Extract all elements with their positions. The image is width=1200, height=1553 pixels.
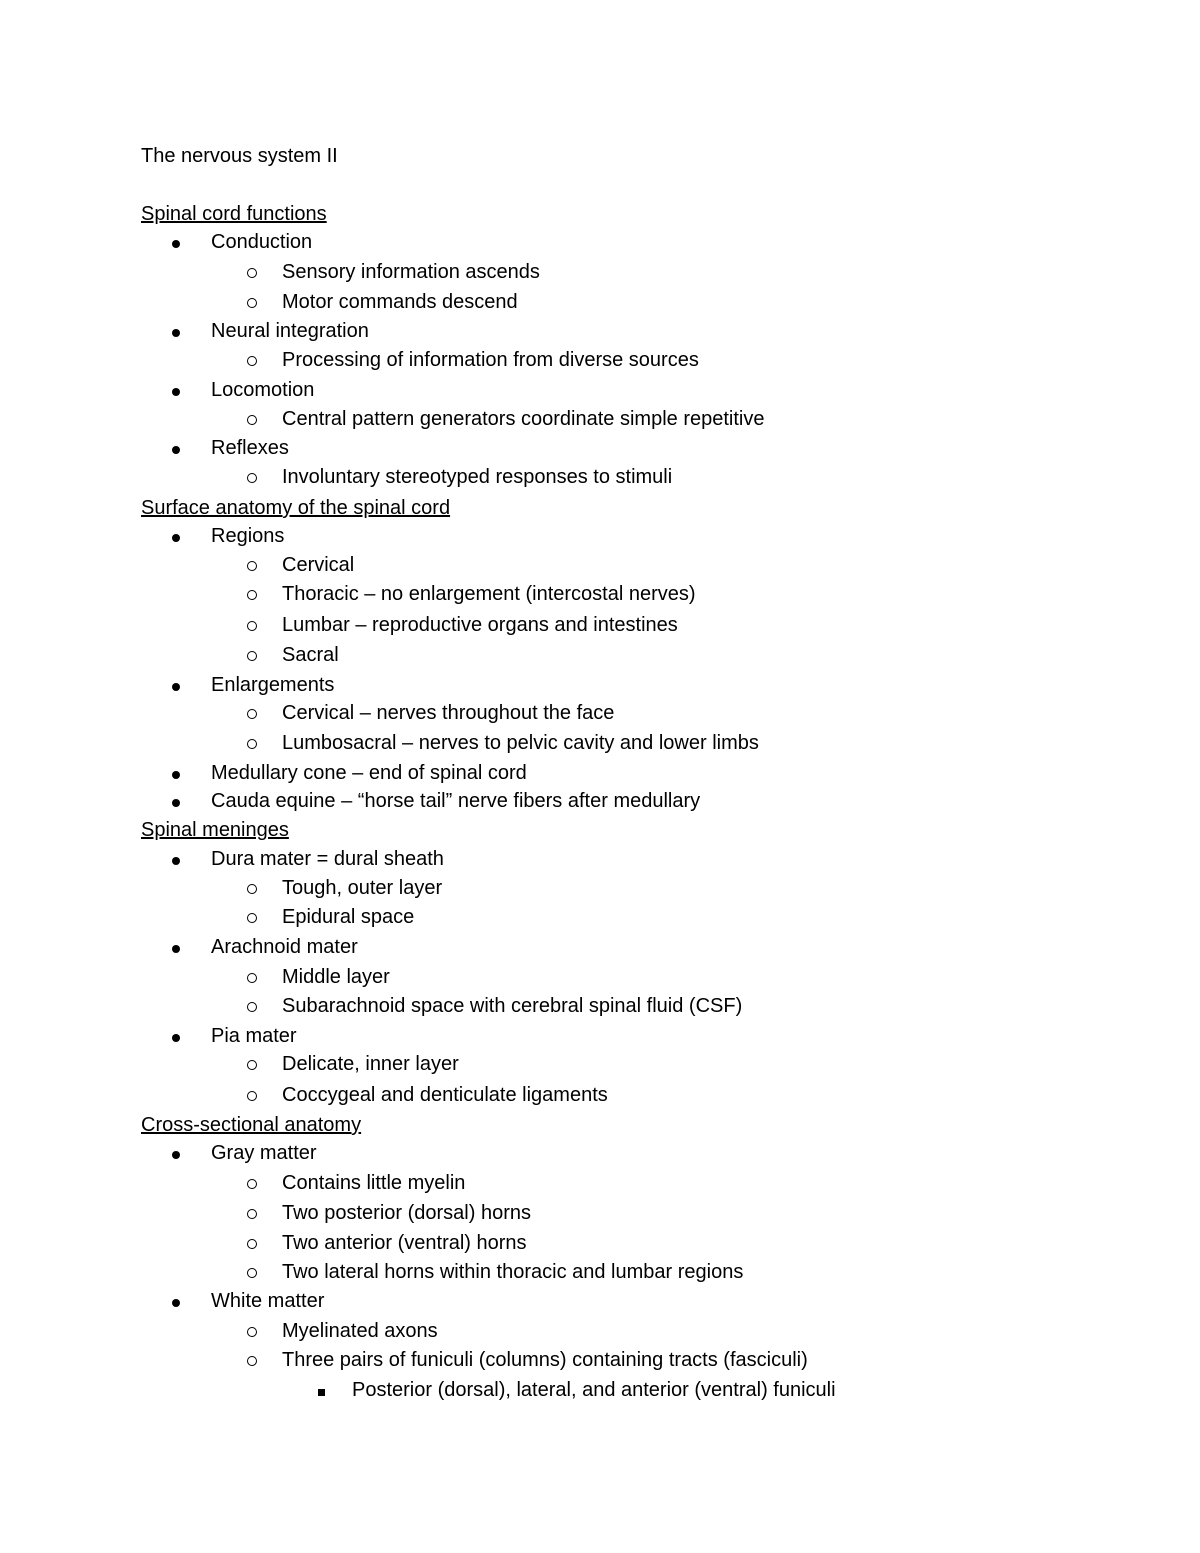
circle-bullet-icon: [247, 701, 257, 725]
list-item-text: Middle layer: [282, 966, 390, 988]
list-item-text: Involuntary stereotyped responses to stimuli: [282, 466, 673, 488]
bullet-icon: [172, 319, 180, 343]
section-heading: Surface anatomy of the spinal cord: [141, 497, 451, 519]
list-item-text: Subarachnoid space with cerebral spinal fluid (CSF): [282, 995, 743, 1017]
circle-bullet-icon: [247, 876, 257, 900]
circle-bullet-icon: [247, 348, 257, 372]
list-item-text: Gray matter: [211, 1142, 317, 1164]
circle-bullet-icon: [247, 1201, 257, 1225]
list-item-text: Reflexes: [211, 437, 289, 459]
list-item-text: Sensory information ascends: [282, 261, 540, 283]
list-item-text: Tough, outer layer: [282, 877, 443, 899]
circle-bullet-icon: [247, 613, 257, 637]
list-item-text: Pia mater: [211, 1025, 297, 1047]
list-item-text: Locomotion: [211, 379, 315, 401]
circle-bullet-icon: [247, 407, 257, 431]
square-bullet-icon: [318, 1378, 325, 1402]
list-item-text: Three pairs of funiculi (columns) containing tracts (fasciculi): [282, 1349, 808, 1371]
list-item-text: Lumbosacral – nerves to pelvic cavity and lower limbs: [282, 732, 759, 754]
list-item-text: Delicate, inner layer: [282, 1053, 459, 1075]
list-item-text: Neural integration: [211, 320, 369, 342]
bullet-icon: [172, 524, 180, 548]
circle-bullet-icon: [247, 1083, 257, 1107]
list-item-text: Two posterior (dorsal) horns: [282, 1202, 531, 1224]
circle-bullet-icon: [247, 290, 257, 314]
list-item-text: Lumbar – reproductive organs and intestines: [282, 614, 678, 636]
list-item-text: Myelinated axons: [282, 1320, 438, 1342]
bullet-icon: [172, 1141, 180, 1165]
list-item-text: Contains little myelin: [282, 1172, 466, 1194]
list-item-text: Medullary cone – end of spinal cord: [211, 762, 527, 784]
bullet-icon: [172, 1024, 180, 1048]
list-item-text: Dura mater = dural sheath: [211, 848, 444, 870]
bullet-icon: [172, 436, 180, 460]
list-item-text: Cauda equine – “horse tail” nerve fibers after medullary: [211, 790, 701, 812]
list-item-text: Motor commands descend: [282, 291, 518, 313]
circle-bullet-icon: [247, 1348, 257, 1372]
list-item-text: Thoracic – no enlargement (intercostal nerves): [282, 583, 696, 605]
list-item-text: Posterior (dorsal), lateral, and anterior (ventral) funiculi: [352, 1379, 836, 1401]
bullet-icon: [172, 378, 180, 402]
circle-bullet-icon: [247, 994, 257, 1018]
bullet-icon: [172, 1289, 180, 1313]
circle-bullet-icon: [247, 1171, 257, 1195]
list-item-text: Processing of information from diverse sources: [282, 349, 699, 371]
list-item-text: Enlargements: [211, 674, 335, 696]
bullet-icon: [172, 847, 180, 871]
circle-bullet-icon: [247, 643, 257, 667]
bullet-icon: [172, 673, 180, 697]
bullet-icon: [172, 761, 180, 785]
circle-bullet-icon: [247, 582, 257, 606]
circle-bullet-icon: [247, 731, 257, 755]
list-item-text: Epidural space: [282, 906, 415, 928]
circle-bullet-icon: [247, 260, 257, 284]
list-item-text: Two lateral horns within thoracic and lumbar regions: [282, 1261, 744, 1283]
circle-bullet-icon: [247, 1052, 257, 1076]
list-item-text: Regions: [211, 525, 285, 547]
list-item-text: Sacral: [282, 644, 339, 666]
circle-bullet-icon: [247, 465, 257, 489]
list-item-text: Cervical – nerves throughout the face: [282, 702, 615, 724]
document-title: The nervous system II: [141, 145, 338, 167]
section-heading: Spinal meninges: [141, 819, 289, 841]
bullet-icon: [172, 789, 180, 813]
circle-bullet-icon: [247, 1319, 257, 1343]
bullet-icon: [172, 935, 180, 959]
list-item-text: White matter: [211, 1290, 325, 1312]
bullet-icon: [172, 230, 180, 254]
section-heading: Spinal cord functions: [141, 203, 327, 225]
list-item-text: Coccygeal and denticulate ligaments: [282, 1084, 608, 1106]
list-item-text: Central pattern generators coordinate simple repetitive: [282, 408, 765, 430]
section-heading: Cross-sectional anatomy: [141, 1114, 362, 1136]
circle-bullet-icon: [247, 965, 257, 989]
list-item-text: Two anterior (ventral) horns: [282, 1232, 527, 1254]
circle-bullet-icon: [247, 1260, 257, 1284]
list-item-text: Conduction: [211, 231, 313, 253]
list-item-text: Arachnoid mater: [211, 936, 358, 958]
circle-bullet-icon: [247, 553, 257, 577]
circle-bullet-icon: [247, 905, 257, 929]
list-item-text: Cervical: [282, 554, 355, 576]
circle-bullet-icon: [247, 1231, 257, 1255]
